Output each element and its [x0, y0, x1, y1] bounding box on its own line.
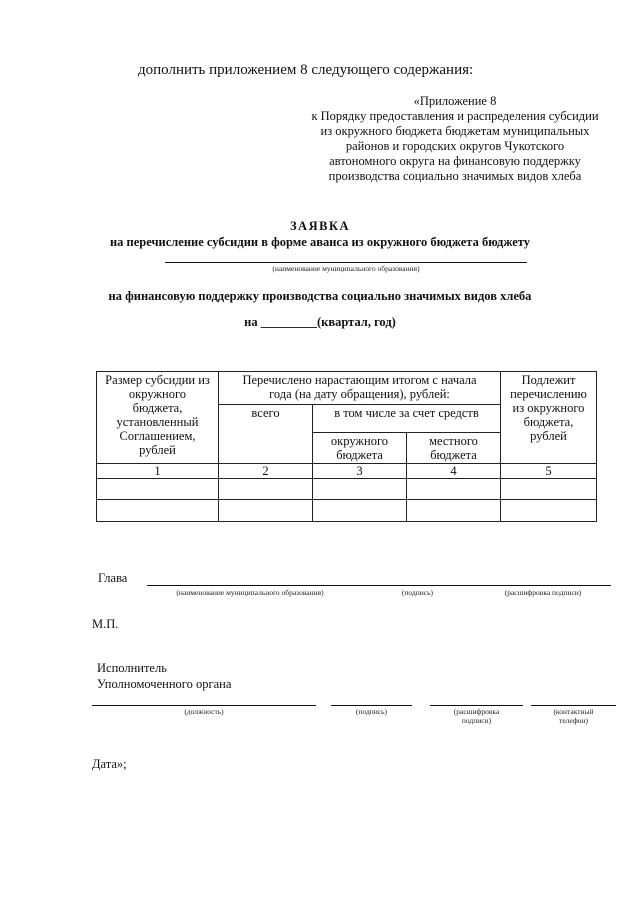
table-cell [97, 500, 219, 522]
table-row [97, 479, 597, 500]
subsidy-table [96, 371, 597, 522]
table-row [97, 500, 597, 522]
executor-org-label: Уполномоченного органа [97, 677, 232, 691]
header-local-budget: местного бюджета [407, 433, 501, 464]
phone-line [531, 705, 616, 706]
column-number: 4 [407, 464, 501, 479]
annex-line: автономного округа на финансовую поддержку [329, 154, 581, 168]
head-signature-line [147, 585, 611, 586]
period-line: на _________(квартал, год) [244, 315, 396, 329]
table-cell [313, 500, 407, 522]
municipality-blank-line [165, 262, 527, 263]
table-cell [97, 479, 219, 500]
head-label: Глава [98, 571, 128, 585]
date-label: Дата»; [92, 757, 127, 771]
head-decode-hint: (расшифровка подписи) [504, 588, 582, 597]
column-number: 1 [97, 464, 219, 479]
executor-label: Исполнитель [97, 661, 167, 675]
annex-line: «Приложение 8 [413, 94, 497, 108]
header-total: всего [219, 405, 313, 464]
annex-line: производства социально значимых видов хлеба [328, 169, 582, 183]
table-cell [313, 479, 407, 500]
executor-decode-hint: (расшифровка подписи) [453, 707, 500, 725]
table-cell [407, 479, 501, 500]
header-to-transfer: Подлежит перечислению из окружного бюджета, рублей [501, 372, 597, 464]
table-cell [219, 479, 313, 500]
position-line [92, 705, 316, 706]
column-number: 5 [501, 464, 597, 479]
header-including: в том числе за счет средств [313, 405, 501, 433]
header-district-budget: окружного бюджета [313, 433, 407, 464]
head-org-hint: (наименование муниципального образования) [176, 588, 324, 597]
decode-line [430, 705, 523, 706]
table-cell [501, 500, 597, 522]
phone-hint: (контактный телефон) [553, 707, 594, 725]
position-hint: (должность) [184, 707, 224, 716]
executor-sign-hint: (подпись) [355, 707, 388, 716]
municipality-hint: (наименование муниципального образования) [272, 264, 420, 273]
head-sign-hint: (подпись) [401, 588, 434, 597]
intro-text: дополнить приложением 8 следующего содержания: [138, 62, 474, 78]
document-title: ЗАЯВКА [289, 219, 351, 233]
table-cell [501, 479, 597, 500]
signature-line [331, 705, 412, 706]
header-transferred: Перечислено нарастающим итогом с начала года (на дату обращения), рублей: [219, 372, 501, 405]
title-line-1: на перечисление субсидии в форме аванса из окружного бюджета бюджету [109, 235, 531, 249]
header-subsidy-amount: Размер субсидии из окружного бюджета, установленный Соглашением, рублей [97, 372, 219, 464]
stamp-label: М.П. [92, 617, 119, 631]
annex-line: районов и городских округов Чукотского [345, 139, 565, 153]
title-line-2: на финансовую поддержку производства социально значимых видов хлеба [108, 289, 532, 303]
table-cell [219, 500, 313, 522]
annex-line: к Порядку предоставления и распределения субсидии [311, 109, 599, 123]
annex-line: из окружного бюджета бюджетам муниципальных [320, 124, 590, 138]
annex-header [300, 94, 610, 184]
column-number: 2 [219, 464, 313, 479]
table-cell [407, 500, 501, 522]
column-number: 3 [313, 464, 407, 479]
